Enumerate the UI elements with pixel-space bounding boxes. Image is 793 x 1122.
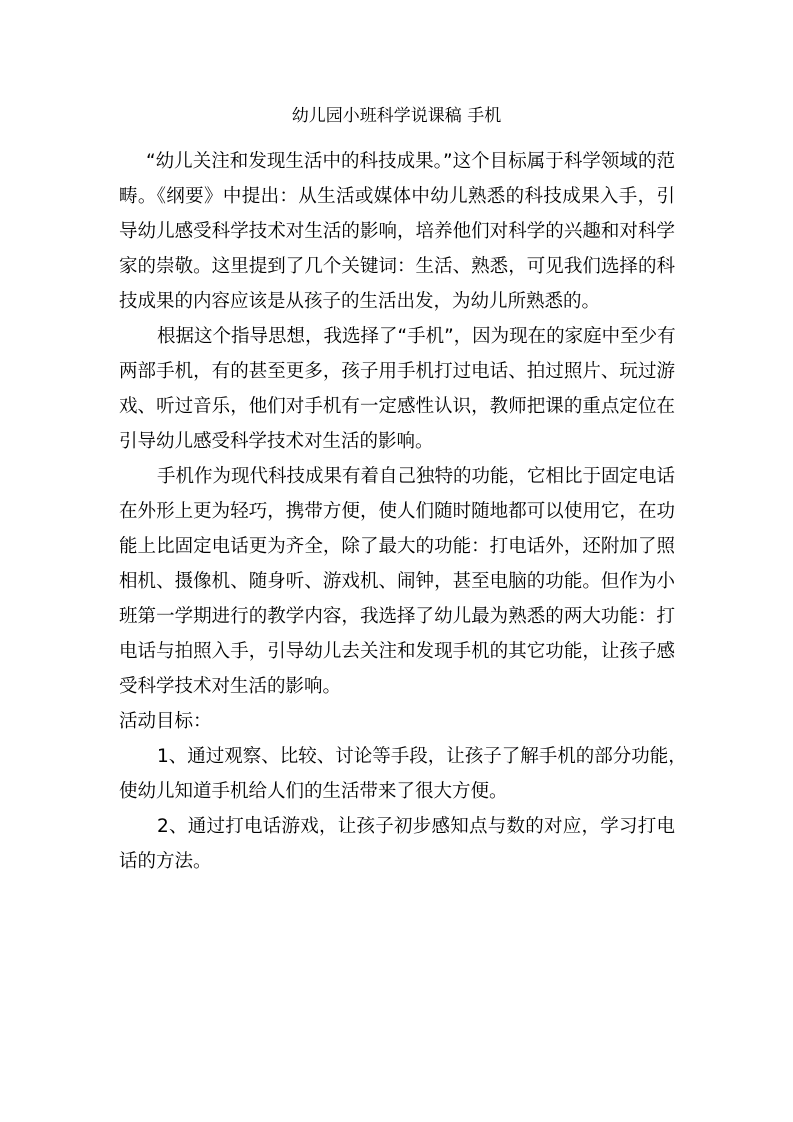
- text-line: 相机、摄像机、随身听、游戏机、闹钟，甚至电脑的功能。但作为小: [119, 571, 675, 592]
- text-line: 在外形上更为轻巧，携带方便，使人们随时随地都可以使用它，在功: [119, 501, 675, 522]
- text-line: 使幼儿知道手机给人们的生活带来了很大方便。: [119, 781, 508, 802]
- paragraph: [119, 809, 675, 879]
- text-line: 导幼儿感受科学技术对生活的影响，培养他们对科学的兴趣和对科学: [119, 221, 675, 242]
- text-line: 电话与拍照入手，引导幼儿去关注和发现手机的其它功能，让孩子感: [119, 641, 675, 662]
- text-line: 技成果的内容应该是从孩子的生活出发，为幼儿所熟悉的。: [119, 291, 601, 312]
- text-line: 能上比固定电话更为齐全，除了最大的功能：打电话外，还附加了照: [119, 536, 675, 557]
- document-body: [119, 144, 687, 879]
- paragraph: [119, 459, 675, 704]
- text-line: 2、通过打电话游戏，让孩子初步感知点与数的对应，学习打电: [157, 816, 675, 837]
- document-title: 幼儿园小班科学说课稿 手机: [291, 106, 502, 126]
- text-line: 引导幼儿感受科学技术对生活的影响。: [119, 431, 434, 452]
- text-line: 活动目标：: [119, 711, 212, 732]
- paragraph: [119, 739, 687, 809]
- paragraph: [119, 319, 675, 459]
- text-line: 1、通过观察、比较、讨论等手段，让孩子了解手机的部分功能，: [157, 746, 687, 767]
- text-line: 话的方法。: [119, 851, 212, 872]
- text-line: 畴。《纲要》中提出：从生活或媒体中幼儿熟悉的科技成果入手，引: [119, 186, 675, 207]
- text-line: 家的崇敬。这里提到了几个关键词：生活、熟悉，可见我们选择的科: [119, 256, 675, 277]
- text-line: 两部手机，有的甚至更多，孩子用手机打过电话、拍过照片、玩过游: [119, 361, 675, 382]
- paragraph: [119, 144, 675, 319]
- text-line: 手机作为现代科技成果有着自己独特的功能，它相比于固定电话: [157, 466, 676, 487]
- text-line: 班第一学期进行的教学内容，我选择了幼儿最为熟悉的两大功能：打: [119, 606, 675, 627]
- text-line: 根据这个指导思想，我选择了“手机”，因为现在的家庭中至少有: [157, 326, 676, 347]
- text-line: 受科学技术对生活的影响。: [119, 676, 342, 697]
- paragraph: [119, 704, 675, 739]
- text-line: “幼儿关注和发现生活中的科技成果。”这个目标属于科学领域的范: [146, 151, 675, 172]
- text-line: 戏、听过音乐，他们对手机有一定感性认识，教师把课的重点定位在: [119, 396, 675, 417]
